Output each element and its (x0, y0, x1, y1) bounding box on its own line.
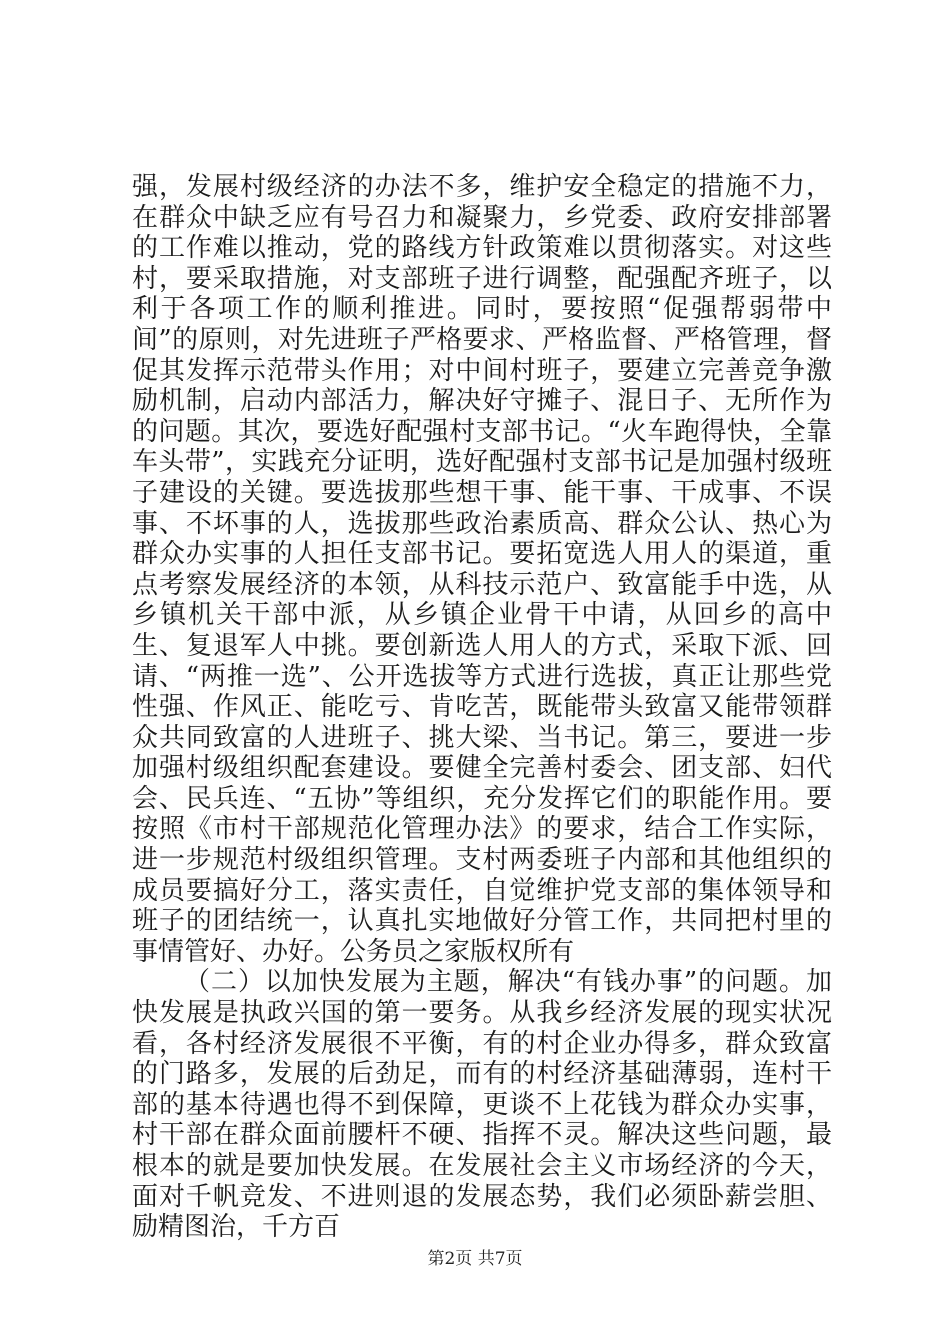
document-body (132, 172, 832, 1243)
page-footer: 第2页 共7页 (427, 1249, 523, 1269)
paragraph-2: （二）以加快发展为主题，解决“有钱办事”的问题。加快发展是执政兴国的第一要务。从我乡经济发展的现实状况看，各村经济发展很不平衡，有的村企业办得多，群众致富的门路多，发展的后劲足，而有的村经济基础薄弱，连村干部的基本待遇也得不到保障，更谈不上花钱为群众办实事，村干部在群众面前腰杆不硬、指挥不灵。解决这些问题，最根本的就是要加快发展。在发展社会主义市场经济的今天，面对千帆竞发、不进则退的发展态势，我们必须卧薪尝胆、励精图治，千方百 (132, 967, 832, 1243)
paragraph-1: 强，发展村级经济的办法不多，维护安全稳定的措施不力，在群众中缺乏应有号召力和凝聚力，乡党委、政府安排部署的工作难以推动，党的路线方针政策难以贯彻落实。对这些村，要采取措施，对支部班子进行调整，配强配齐班子，以利于各项工作的顺利推进。同时，要按照“促强帮弱带中间”的原则，对先进班子严格要求、严格监督、严格管理，督促其发挥示范带头作用；对中间村班子，要建立完善竞争激励机制，启动内部活力，解决好守摊子、混日子、无所作为的问题。其次，要选好配强村支部书记。“火车跑得快，全靠车头带”，实践充分证明，选好配强村支部书记是加强村级班子建设的关键。要选拔那些想干事、能干事、干成事、不误事、不坏事的人，选拔那些政治素质高、群众公认、热心为群众办实事的人担任支部书记。要拓宽选人用人的渠道，重点考察发展经济的本领，从科技示范户、致富能手中选，从乡镇机关干部中派，从乡镇企业骨干中请，从回乡的高中生、复退军人中挑。要创新选人用人的方式，采取下派、回请、“两推一选”、公开选拔等方式进行选拔，真正让那些党性强、作风正、能吃亏、肯吃苦，既能带头致富又能带领群众共同致富的人进班子、挑大梁、当书记。第三，要进一步加强村级组织配套建设。要健全完善村委会、团支部、妇代会、民兵连、“五协”等组织，充分发挥它们的职能作用。要按照《市村干部规范化管理办法》的要求，结合工作实际，进一步规范村级组织管理。支村两委班子内部和其他组织的成员要搞好分工，落实责任，自觉维护党支部的集体领导和班子的团结统一，认真扎实地做好分管工作，共同把村里的事情管好、办好。公务员之家版权所有 (132, 172, 832, 967)
